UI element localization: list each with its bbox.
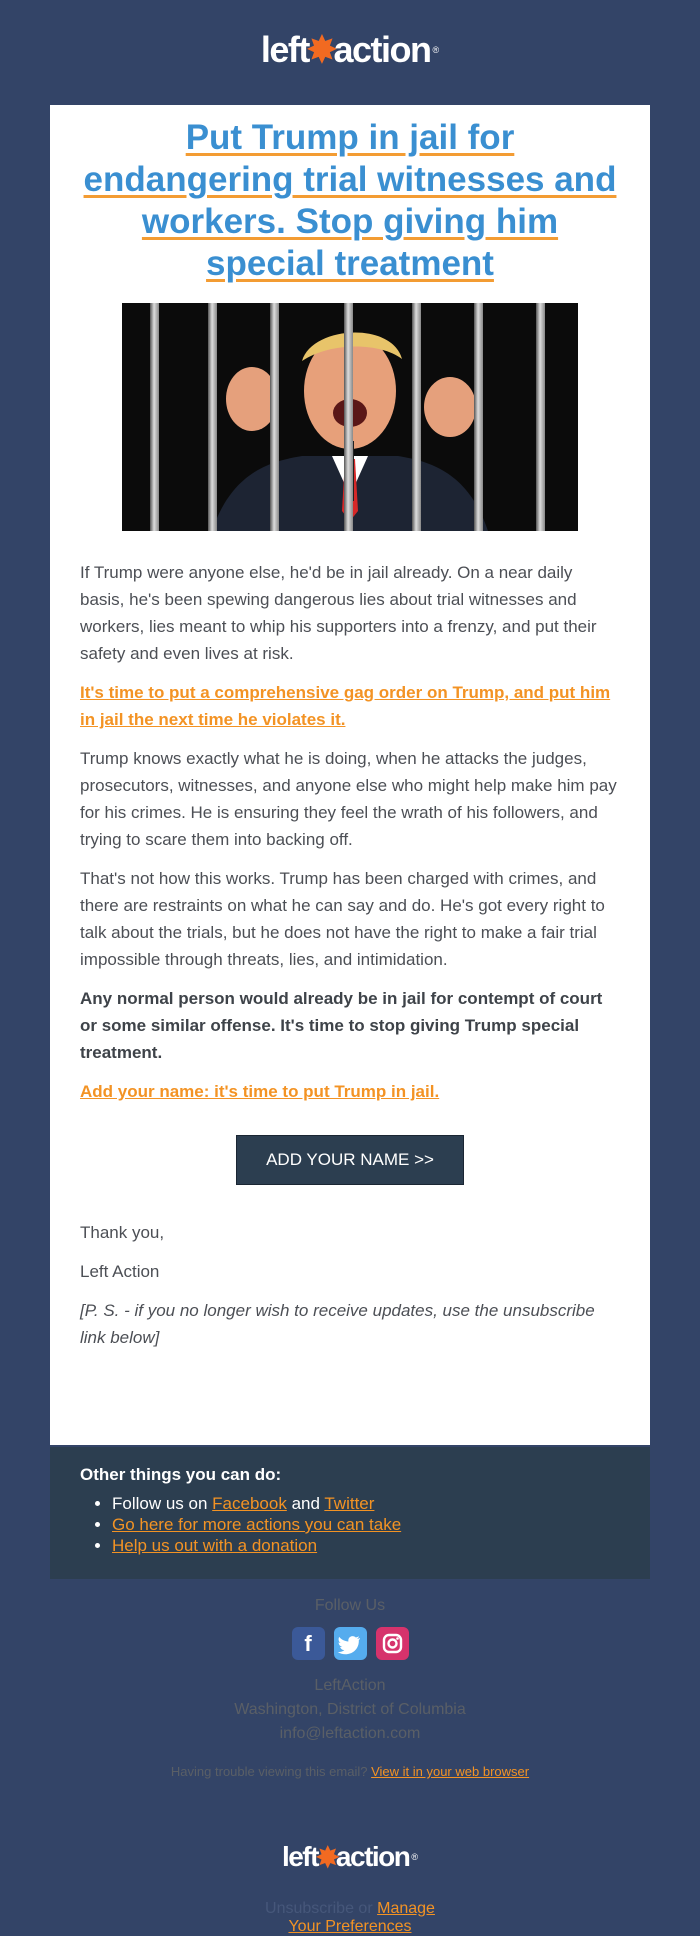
view-in-browser-link[interactable]: View it in your web browser xyxy=(371,1764,530,1779)
logo-burst-icon: ✸ xyxy=(315,1841,338,1873)
other-actions-panel xyxy=(50,1447,650,1579)
list-item xyxy=(112,1535,401,1556)
jail-bar xyxy=(270,303,279,531)
body-paragraph: Trump knows exactly what he is doing, when he attacks the judges, prosecutors, witnesses, and anyone else who might help make him pay for his crimes. He is ensuring they feel the wrath of his followers, and trying to scare them into backing off. xyxy=(80,749,617,849)
signoff-thanks: Thank you, xyxy=(80,1223,165,1242)
add-name-link[interactable]: Add your name: it's time to put Trump in jail. xyxy=(80,1082,440,1101)
and-text: and xyxy=(286,1494,325,1513)
trump-behind-bars-image[interactable] xyxy=(122,303,578,531)
jail-bar xyxy=(412,303,421,531)
list-item xyxy=(112,1493,401,1514)
follow-prefix: Follow us on xyxy=(112,1494,213,1513)
logo-text-right: action xyxy=(335,1841,410,1872)
logo-text-left: left xyxy=(260,29,309,70)
or-text: or xyxy=(353,1900,378,1917)
jail-bar xyxy=(536,303,545,531)
logo-burst-icon: ✸ xyxy=(306,29,336,70)
headline-link[interactable]: Put Trump in jail for endangering trial witnesses and workers. Stop giving him special treatment xyxy=(83,118,617,283)
follow-us-label: Follow Us xyxy=(314,1597,386,1614)
unsubscribe-area xyxy=(0,1900,700,1936)
manage-link[interactable]: Manage xyxy=(377,1900,435,1917)
bold-paragraph: Any normal person would already be in jail for contempt of court or some similar offense. It's time to stop giving Trump special treatment. xyxy=(80,989,603,1062)
other-actions-title: Other things you can do: xyxy=(80,1465,282,1484)
list-item xyxy=(112,1514,401,1535)
registered-mark: ® xyxy=(432,45,440,55)
leftaction-logo[interactable] xyxy=(0,28,700,72)
facebook-link[interactable]: Facebook xyxy=(212,1494,287,1513)
org-location: Washington, District of Columbia xyxy=(234,1701,466,1718)
trouble-text: Having trouble viewing this email? xyxy=(170,1764,372,1779)
jail-bar xyxy=(474,303,483,531)
leftaction-footer-logo[interactable] xyxy=(0,1840,700,1874)
email-card xyxy=(50,105,650,1779)
jail-bar xyxy=(208,303,217,531)
more-actions-link[interactable]: Go here for more actions you can take xyxy=(112,1515,402,1534)
footer xyxy=(50,1583,650,1779)
add-your-name-button[interactable]: ADD YOUR NAME >> xyxy=(236,1135,464,1185)
registered-mark: ® xyxy=(411,1852,419,1862)
twitter-link[interactable]: Twitter xyxy=(324,1494,375,1513)
trouble-viewing xyxy=(50,1764,650,1779)
preferences-link[interactable]: Your Preferences xyxy=(288,1918,412,1935)
facebook-icon[interactable]: f xyxy=(292,1627,325,1660)
body-paragraph: If Trump were anyone else, he'd be in jail already. On a near daily basis, he's been spewing dangerous lies about trial witnesses and workers, lies meant to whip his supporters into a frenzy, and put their safety and even lives at risk. xyxy=(80,563,597,663)
instagram-icon[interactable] xyxy=(376,1627,409,1660)
jail-bar xyxy=(150,303,159,531)
signoff-name: Left Action xyxy=(80,1262,160,1281)
body-paragraph: That's not how this works. Trump has been charged with crimes, and there are restraints on what he can say and do. He's got every right to talk about the trials, but he does not have the right to make a fair trial impossible through threats, lies, and intimidation. xyxy=(80,869,605,969)
social-icons xyxy=(50,1627,650,1660)
unsubscribe-text[interactable]: Unsubscribe xyxy=(265,1900,354,1917)
postscript: [P. S. - if you no longer wish to receive updates, use the unsubscribe link below] xyxy=(80,1301,595,1347)
jail-bar xyxy=(344,303,353,531)
org-name: LeftAction xyxy=(314,1677,386,1694)
donation-link[interactable]: Help us out with a donation xyxy=(112,1536,318,1555)
logo-text-right: action xyxy=(333,29,431,70)
logo-text-left: left xyxy=(281,1841,318,1872)
twitter-icon[interactable] xyxy=(334,1627,367,1660)
gag-order-link[interactable]: It's time to put a comprehensive gag order on Trump, and put him in jail the next time he violates it. xyxy=(80,683,611,729)
org-email: info@leftaction.com xyxy=(279,1725,421,1742)
